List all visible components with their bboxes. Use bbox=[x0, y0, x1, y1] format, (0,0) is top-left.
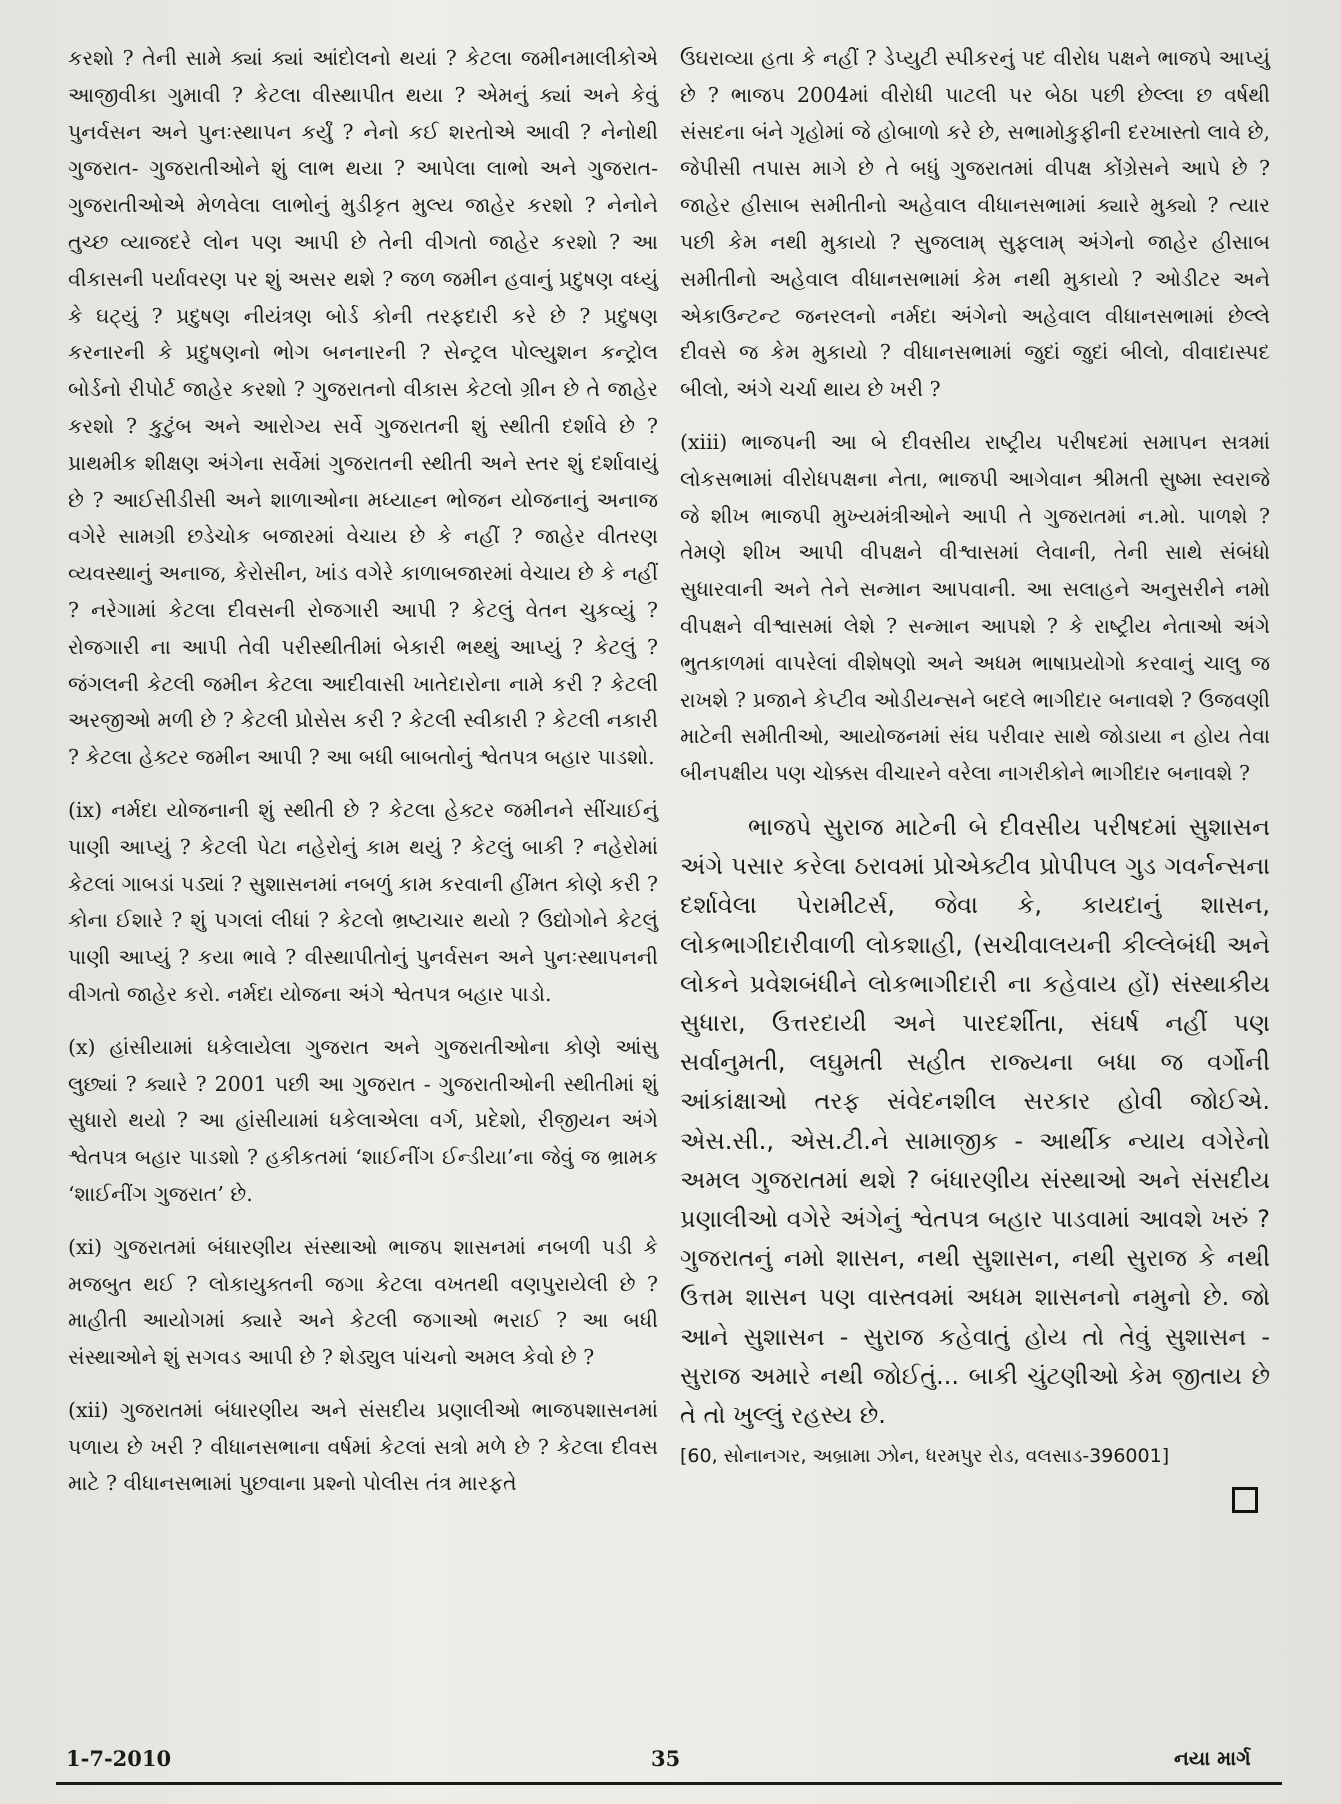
page-number: 35 bbox=[651, 1746, 681, 1771]
author-address: [60, સોનાનગર, અબ્રામા ઝોન, ધરમપુર રોડ, વલસાડ-396001] bbox=[680, 1445, 1170, 1468]
footer-rule bbox=[56, 1782, 1282, 1785]
conclusion-paragraph: ભાજપે સુરાજ માટેની બે દીવસીય પરીષદમાં સુશાસન અંગે પસાર કરેલા ઠરાવમાં પ્રોએક્ટીવ પ્રોપીપલ ગુડ ગવર્નન્સના દર્શાવેલા પેરામીટર્સ, જેવા કે, કાયદાનું શાસન, લોકભાગીદારીવાળી લોકશાહી, (સચીવાલયની કીલ્લેબંધી અને લોકને પ્રવેશબંધીને લોકભાગીદારી ના કહેવાય હોં) સંસ્થાકીય સુધારા, ઉત્તરદાયી અને પારદર્શીતા, સંઘર્ષ નહીં પણ સર્વાનુમતી, લઘુમતી સહીત રાજ્યના બધા જ વર્ગોની આંકાંક્ષાઓ તરફ સંવેદનશીલ સરકાર હોવી જોઈએ. એસ.સી., એસ.ટી.ને સામાજીક - આર્થીક ન્યાય વગેરેનો અમલ ગુજરાતમાં થશે ? બંધારણીય સંસ્થાઓ અને સંસદીય પ્રણાલીઓ વગેરે અંગેનું શ્વેતપત્ર બહાર પાડવામાં આવશે ખરું ? ગુજરાતનું નમો શાસન, નથી સુશાસન, નથી સુરાજ કે નથી ઉત્તમ શાસન પણ વાસ્તવમાં અધમ શાસનનો નમુનો છે. જો આને સુશાસન - સુરાજ કહેવાતું હોય તો તેવું સુશાસન - સુરાજ અમારે નથી જોઈતું... બાકી ચુંટણીઓ કેમ જીતાય છે તે તો ખુલ્લું રહસ્ય છે. bbox=[680, 812, 1270, 1429]
paragraph-x: (x) હાંસીયામાં ધકેલાયેલા ગુજરાત અને ગુજરાતીઓના કોણે આંસુ લુછ્યાં ? ક્યારે ? 2001 પછી આ ગુજરાત - ગુજરાતીઓની સ્થીતીમાં શું સુધારો થયો ? આ હાંસીયામાં ધકેલાએલા વર્ગ, પ્રદેશો, રીજીયન અંગે શ્વેતપત્ર બહાર પાડશો ? હકીકતમાં ‘શાઈનીંગ ઈન્ડીયા’ના જેવું જ ભ્રામક ‘શાઈનીંગ ગુજરાત’ છે. bbox=[68, 1034, 658, 1206]
paragraph-xiii: (xiii) ભાજપની આ બે દીવસીય રાષ્ટ્રીય પરીષદમાં સમાપન સત્રમાં લોકસભામાં વીરોધપક્ષના નેતા, ભાજપી આગેવાન શ્રીમતી સુષ્મા સ્વરાજે જે શીખ ભાજપી મુખ્યમંત્રીઓને આપી તે ગુજરાતમાં ન.મો. પાળશે ? તેમણે શીખ આપી વીપક્ષને વીશ્વાસમાં લેવાની, તેની સાથે સંબંધો સુધારવાની અને તેને સન્માન આપવાની. આ સલાહને અનુસરીને નમો વીપક્ષને વીશ્વાસમાં લેશે ? સન્માન આપશે ? કે રાષ્ટ્રીય નેતાઓ અંગે ભુતકાળમાં વાપરેલાં વીશેષણો અને અધમ ભાષાપ્રયોગો કરવાનું ચાલુ જ રાખશે ? પ્રજાને કેપ્ટીવ ઓડીયન્સને બદલે ભાગીદાર બનાવશે ? ઉજવણી માટેની સમીતીઓ, આયોજનમાં સંઘ પરીવાર સાથે જોડાયા ન હોય તેવા બીનપક્ષીય પણ ચોક્કસ વીચારને વરેલા નાગરીકોને ભાગીદાર બનાવશે ? bbox=[680, 429, 1270, 786]
right-column bbox=[680, 40, 1270, 1513]
paragraph-ix: (ix) નર્મદા યોજનાની શું સ્થીતી છે ? કેટલા હેક્ટર જમીનને સીંચાઈનું પાણી આપ્યું ? કેટલી પેટા નહેરોનું કામ થયું ? કેટલું બાકી ? નહેરોમાં કેટલાં ગાબડાં પડ્યાં ? સુશાસનમાં નબળું કામ કરવાની હીંમત કોણે કરી ? કોના ઈશારે ? શું પગલાં લીધાં ? કેટલો ભ્રષ્ટાચાર થયો ? ઉદ્યોગોને કેટલું પાણી આપ્યું ? કયા ભાવે ? વીસ્થાપીતોનું પુનર્વસન અને પુનઃસ્થાપનની વીગતો જાહેર કરો. નર્મદા યોજના અંગે શ્વેતપત્ર બહાર પાડો. bbox=[68, 797, 658, 1006]
end-of-article-square-icon bbox=[1232, 1487, 1258, 1513]
paragraph-viii-continued: કરશો ? તેની સામે ક્યાં ક્યાં આંદોલનો થયાં ? કેટલા જમીનમાલીકોએ આજીવીકા ગુમાવી ? કેટલા વીસ્થાપીત થયા ? એમનું ક્યાં અને કેવું પુનર્વસન અને પુનઃસ્થાપન કર્યું ? નેનો કઈ શરતોએ આવી ? નેનોથી ગુજરાત- ગુજરાતીઓને શું લાભ થયા ? આપેલા લાભો અને ગુજરાત-ગુજરાતીઓએ મેળવેલા લાભોનું મુડીકૃત મુલ્ય જાહેર કરશો ? નેનોને તુચ્છ વ્યાજદરે લોન પણ આપી છે તેની વીગતો જાહેર કરશો ? આ વીકાસની પર્યાવરણ પર શું અસર થશે ? જળ જમીન હવાનું પ્રદુષણ વધ્યું કે ઘટ્યું ? પ્રદુષણ નીયંત્રણ બોર્ડ કોની તરફદારી કરે છે ? પ્રદુષણ કરનારની કે પ્રદુષણનો ભોગ બનનારની ? સેન્ટ્રલ પોલ્યુશન કન્ટ્રોલ બોર્ડનો રીપોર્ટ જાહેર કરશો ? ગુજરાતનો વીકાસ કેટલો ગ્રીન છે તે જાહેર કરશો ? કુટુંબ અને આરોગ્ય સર્વે ગુજરાતની શું સ્થીતી દર્શાવે છે ? પ્રાથમીક શીક્ષણ અંગેના સર્વેમાં ગુજરાતની સ્થીતી અને સ્તર શું દર્શાવાયું છે ? આઈસીડીસી અને શાળાઓના મધ્યાહ્ન ભોજન યોજનાનું અનાજ વગેરે સામગ્રી છડેચોક બજારમાં વેચાય છે કે નહીં ? જાહેર વીતરણ વ્યવસ્થાનું અનાજ, કેરોસીન, ખાંડ વગેરે કાળાબજારમાં વેચાય છે કે નહીં ? નરેગામાં કેટલા દીવસની રોજગારી આપી ? કેટલું વેતન ચુકવ્યું ? રોજગારી ના આપી તેવી પરીસ્થીતીમાં બેકારી ભથ્થું આપ્યું ? કેટલું ? જંગલની કેટલી જમીન કેટલા આદીવાસી ખાતેદારોના નામે કરી ? કેટલી અરજીઓ મળી છે ? કેટલી પ્રોસેસ કરી ? કેટલી સ્વીકારી ? કેટલી નકારી ? કેટલા હેક્ટર જમીન આપી ? આ બધી બાબતોનું શ્વેતપત્ર બહાર પાડશો. bbox=[68, 46, 658, 770]
issue-date: 1-7-2010 bbox=[66, 1746, 172, 1771]
paragraph-xii: (xii) ગુજરાતમાં બંધારણીય અને સંસદીય પ્રણાલીઓ ભાજપશાસનમાં પળાય છે ખરી ? વીધાનસભાના વર્ષમાં કેટલાં સત્રો મળે છે ? કેટલા દીવસ માટે ? વીધાનસભામાં પુછવાના પ્રશ્નો પોલીસ તંત્ર મારફતે bbox=[68, 1397, 658, 1496]
left-column bbox=[68, 40, 658, 1518]
paragraph-xii-continued: ઉઘરાવ્યા હતા કે નહીં ? ડેપ્યુટી સ્પીકરનું પદ વીરોધ પક્ષને ભાજપે આપ્યું છે ? ભાજપ 2004માં વીરોધી પાટલી પર બેઠા પછી છેલ્લા છ વર્ષથી સંસદના બંને ગૃહોમાં જે હોબાળો કરે છે, સભામોકુફીની દરખાસ્તો લાવે છે, જેપીસી તપાસ માગે છે તે બધું ગુજરાતમાં વીપક્ષ કોંગ્રેસને આપે છે ? જાહેર હીસાબ સમીતીનો અહેવાલ વીધાનસભામાં ક્યારે મુક્યો ? ત્યાર પછી કેમ નથી મુકાયો ? સુજલામ્ સુફલામ્ અંગેનો જાહેર હીસાબ સમીતીનો અહેવાલ વીધાનસભામાં કેમ નથી મુકાયો ? ઓડીટર અને એકાઉન્ટન્ટ જનરલનો નર્મદા અંગેનો અહેવાલ વીધાનસભામાં છેલ્લે દીવસે જ કેમ મુકાયો ? વીધાનસભામાં જુદાં જુદાં બીલો, વીવાદાસ્પદ બીલો, અંગે ચર્ચા થાય છે ખરી ? bbox=[680, 46, 1270, 402]
magazine-name: નયા માર્ગ bbox=[1174, 1746, 1251, 1770]
paragraph-xi: (xi) ગુજરાતમાં બંધારણીય સંસ્થાઓ ભાજપ શાસનમાં નબળી પડી કે મજબુત થઈ ? લોકાયુક્તની જગા કેટલા વખતથી વણપુરાયેલી છે ? માહીતી આયોગમાં ક્યારે અને કેટલી જગાઓ ભરાઈ ? આ બધી સંસ્થાઓને શું સગવડ આપી છે ? શેડ્યુલ પાંચનો અમલ કેવો છે ? bbox=[68, 1234, 658, 1370]
